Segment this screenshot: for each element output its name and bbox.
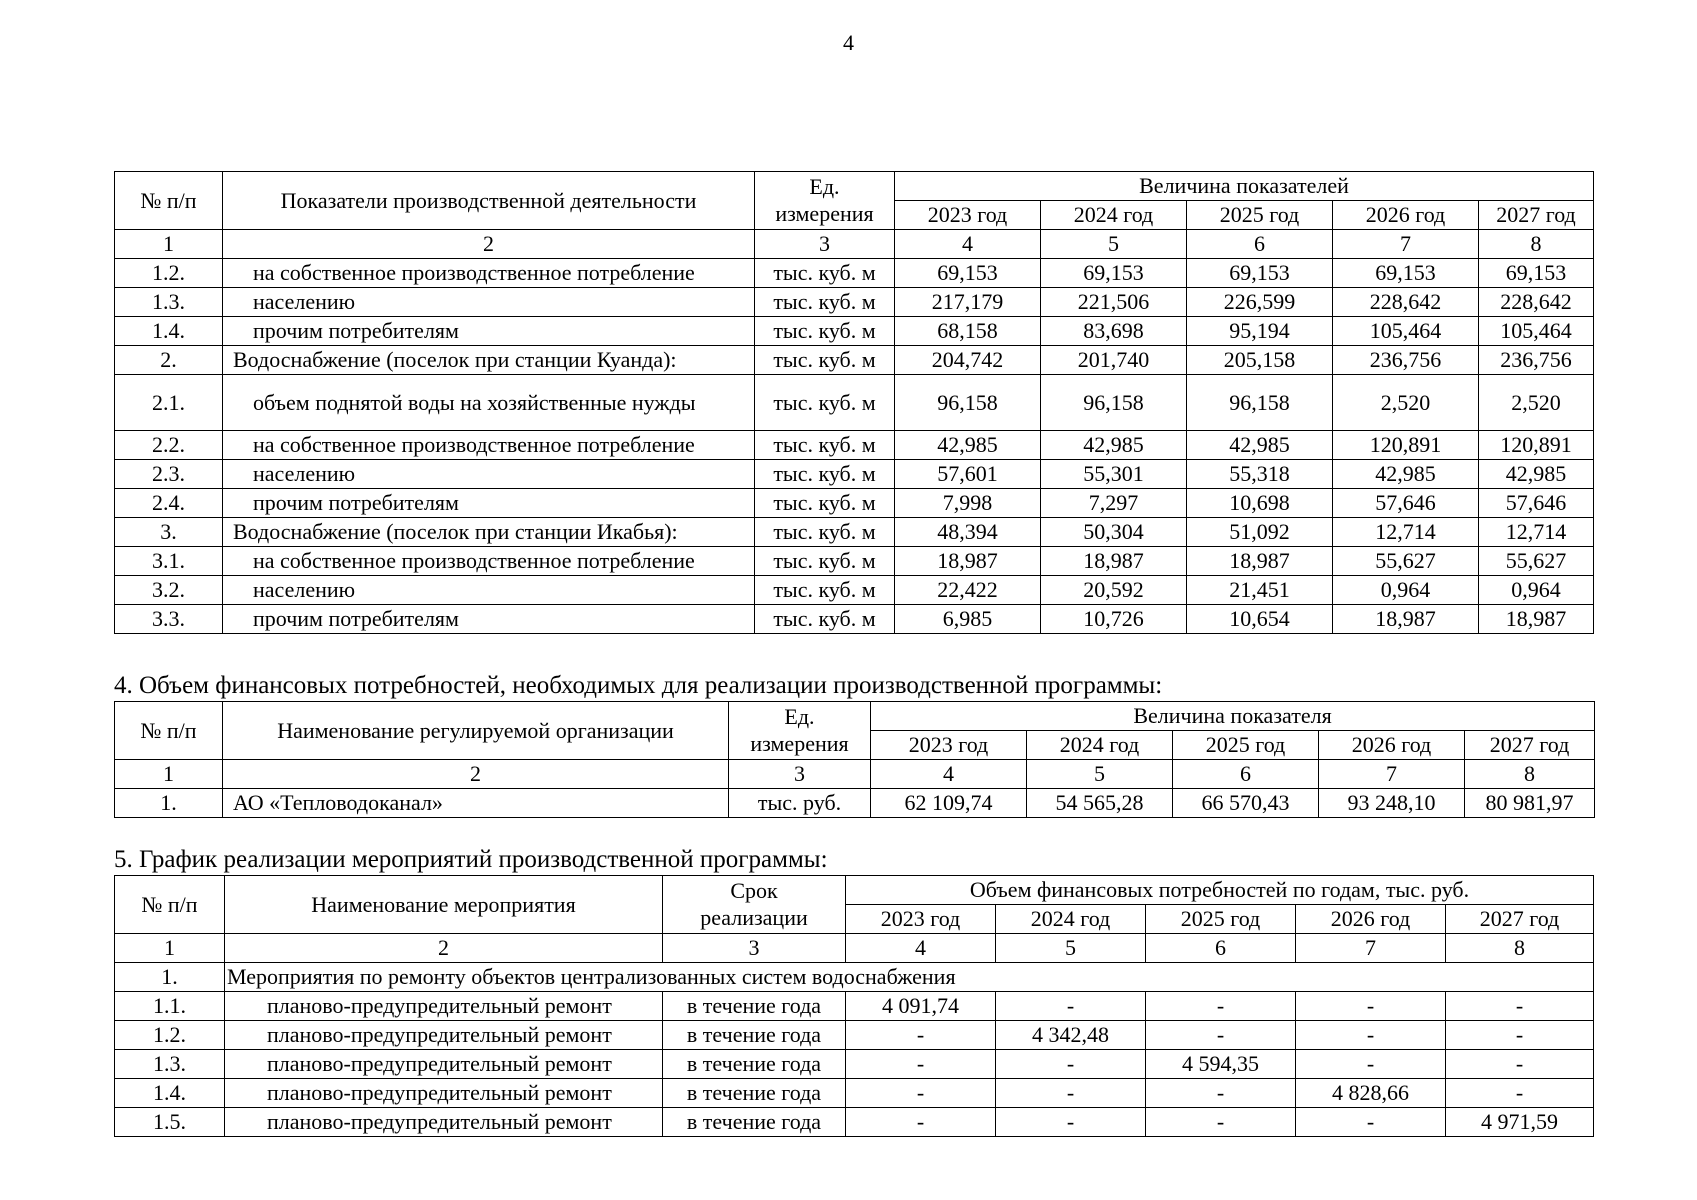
row-indicator: прочим потребителям [223,605,755,634]
row-value: - [996,1108,1146,1137]
header-year: 2024 год [996,905,1146,934]
row-value: 69,153 [1041,259,1187,288]
column-index: 2 [223,230,755,259]
row-value: 20,592 [1041,576,1187,605]
table-row [115,518,1594,547]
row-value: 4 828,66 [1296,1079,1446,1108]
column-index: 6 [1146,934,1296,963]
row-activity: планово-предупредительный ремонт [225,1050,663,1079]
row-value: 93 248,10 [1319,789,1465,818]
row-value: - [846,1021,996,1050]
row-num: 3. [115,518,223,547]
row-value: 18,987 [1187,547,1333,576]
row-num: 2.2. [115,431,223,460]
row-unit: тыс. куб. м [755,317,895,346]
column-index: 1 [115,934,225,963]
row-indicator: населению [223,576,755,605]
row-value: 96,158 [895,375,1041,431]
row-value: 48,394 [895,518,1041,547]
row-value: 55,627 [1479,547,1594,576]
row-value: 50,304 [1041,518,1187,547]
header-unit-line1: Ед. [809,174,840,199]
row-indicator: на собственное производственное потребление [223,547,755,576]
row-value: 10,654 [1187,605,1333,634]
row-num: 1. [115,789,223,818]
column-index: 2 [225,934,663,963]
row-unit: тыс. куб. м [755,605,895,634]
header-unit-line1: Ед. [784,704,815,729]
header-year: 2025 год [1187,201,1333,230]
row-indicator: на собственное производственное потребление [223,431,755,460]
row-value: 42,985 [1187,431,1333,460]
column-index: 3 [729,760,871,789]
row-value: 7,297 [1041,489,1187,518]
row-value: 10,726 [1041,605,1187,634]
row-value: 201,740 [1041,346,1187,375]
row-value: 57,646 [1479,489,1594,518]
row-value: - [846,1050,996,1079]
header-num: № п/п [115,172,223,230]
table-row [115,346,1594,375]
row-value: 22,422 [895,576,1041,605]
row-value: 54 565,28 [1027,789,1173,818]
row-value: - [1146,1079,1296,1108]
row-value: 69,153 [1187,259,1333,288]
row-value: - [846,1079,996,1108]
row-num: 1.3. [115,288,223,317]
row-num: 1.4. [115,317,223,346]
row-value: - [1446,1079,1594,1108]
column-index: 8 [1446,934,1594,963]
row-value: - [996,1050,1146,1079]
row-indicator: населению [223,460,755,489]
row-num: 3.1. [115,547,223,576]
header-year: 2023 год [871,731,1027,760]
row-value: 18,987 [1333,605,1479,634]
row-unit: тыс. куб. м [755,489,895,518]
row-value: 96,158 [1187,375,1333,431]
row-unit: тыс. куб. м [755,288,895,317]
column-index: 8 [1479,230,1594,259]
column-index: 3 [755,230,895,259]
row-unit: тыс. куб. м [755,375,895,431]
column-index: 6 [1187,230,1333,259]
row-value: - [1146,992,1296,1021]
header-year: 2025 год [1173,731,1319,760]
activities-schedule-table [114,875,1594,1137]
row-value: 12,714 [1479,518,1594,547]
header-term-line1: Срок [730,878,778,903]
row-value: 4 342,48 [996,1021,1146,1050]
row-value: - [1146,1108,1296,1137]
page-number: 4 [843,30,854,55]
row-value: 55,627 [1333,547,1479,576]
row-value: 51,092 [1187,518,1333,547]
row-indicator: населению [223,288,755,317]
column-index: 4 [846,934,996,963]
row-num: 1. [115,963,225,992]
header-year: 2023 год [895,201,1041,230]
table-row [115,317,1594,346]
header-year: 2027 год [1465,731,1595,760]
table-row [115,992,1594,1021]
header-unit-line2: измерения [750,731,849,756]
row-num: 1.1. [115,992,225,1021]
header-year: 2025 год [1146,905,1296,934]
row-num: 1.2. [115,259,223,288]
header-num: № п/п [115,702,223,760]
row-num: 2.1. [115,375,223,431]
table-row [115,547,1594,576]
header-year: 2026 год [1333,201,1479,230]
row-value: - [1146,1021,1296,1050]
row-value: 21,451 [1187,576,1333,605]
table-row [115,789,1595,818]
column-index: 3 [663,934,846,963]
row-value: 120,891 [1333,431,1479,460]
row-value: - [1296,1050,1446,1079]
table-row [115,605,1594,634]
row-value: 4 091,74 [846,992,996,1021]
row-indicator: прочим потребителям [223,317,755,346]
row-value: 57,646 [1333,489,1479,518]
column-index: 7 [1319,760,1465,789]
row-value: 105,464 [1479,317,1594,346]
row-value: 236,756 [1479,346,1594,375]
row-value: 226,599 [1187,288,1333,317]
row-num: 1.2. [115,1021,225,1050]
header-year: 2026 год [1296,905,1446,934]
row-value: - [1446,992,1594,1021]
row-indicator: на собственное производственное потребление [223,259,755,288]
row-value: 18,987 [1041,547,1187,576]
row-term: в течение года [663,992,846,1021]
row-value: 42,985 [1041,431,1187,460]
header-indicator: Показатели производственной деятельности [223,172,755,230]
row-value: - [996,992,1146,1021]
column-index: 7 [1333,230,1479,259]
row-value: 12,714 [1333,518,1479,547]
row-term: в течение года [663,1079,846,1108]
header-year: 2023 год [846,905,996,934]
row-num: 2.3. [115,460,223,489]
row-num: 2.4. [115,489,223,518]
column-index: 6 [1173,760,1319,789]
row-value: 228,642 [1479,288,1594,317]
row-value: 96,158 [1041,375,1187,431]
row-value: 69,153 [1479,259,1594,288]
row-value: 0,964 [1479,576,1594,605]
row-value: 55,318 [1187,460,1333,489]
header-unit [755,172,895,230]
column-index: 5 [1041,230,1187,259]
header-term [663,876,846,934]
header-year: 2027 год [1446,905,1594,934]
table-row [115,460,1594,489]
column-index: 7 [1296,934,1446,963]
row-value: 4 971,59 [1446,1108,1594,1137]
row-term: в течение года [663,1021,846,1050]
row-num: 3.2. [115,576,223,605]
row-unit: тыс. куб. м [755,547,895,576]
column-index: 4 [871,760,1027,789]
header-unit [729,702,871,760]
row-organization: АО «Тепловодоканал» [223,789,729,818]
row-value: 69,153 [895,259,1041,288]
table-header-row [115,876,1594,905]
row-activity: планово-предупредительный ремонт [225,1108,663,1137]
row-activity: планово-предупредительный ремонт [225,1079,663,1108]
column-index: 4 [895,230,1041,259]
row-value: - [1446,1021,1594,1050]
row-value: - [1296,992,1446,1021]
header-term-line2: реализации [700,905,808,930]
row-value: 4 594,35 [1146,1050,1296,1079]
financial-needs-table [114,701,1595,818]
column-index-row [115,760,1595,789]
table-header-row [115,172,1594,201]
row-value: 204,742 [895,346,1041,375]
header-values: Величина показателя [871,702,1595,731]
row-value: 62 109,74 [871,789,1027,818]
header-year: 2027 год [1479,201,1594,230]
table-row [115,489,1594,518]
row-value: 66 570,43 [1173,789,1319,818]
header-year: 2024 год [1027,731,1173,760]
row-num: 2. [115,346,223,375]
row-value: 221,506 [1041,288,1187,317]
row-value: 2,520 [1333,375,1479,431]
row-num: 3.3. [115,605,223,634]
column-index-row [115,230,1594,259]
row-value: 105,464 [1333,317,1479,346]
row-num: 1.3. [115,1050,225,1079]
row-unit: тыс. куб. м [755,460,895,489]
column-index: 5 [996,934,1146,963]
row-indicator: Водоснабжение (поселок при станции Куанда): [223,346,755,375]
row-unit: тыс. куб. м [755,576,895,605]
row-value: - [846,1108,996,1137]
row-value: 10,698 [1187,489,1333,518]
row-activity: планово-предупредительный ремонт [225,992,663,1021]
row-value: 236,756 [1333,346,1479,375]
row-activity: планово-предупредительный ремонт [225,1021,663,1050]
table-row [115,1021,1594,1050]
table-row [115,576,1594,605]
row-value: - [1446,1050,1594,1079]
table-row [115,288,1594,317]
row-value: 18,987 [895,547,1041,576]
table-row [115,375,1594,431]
row-indicator: объем поднятой воды на хозяйственные нужды [223,375,755,431]
row-value: 205,158 [1187,346,1333,375]
group-title: Мероприятия по ремонту объектов централизованных систем водоснабжения [225,963,1594,992]
row-value: - [996,1079,1146,1108]
group-row [115,963,1594,992]
header-values: Объем финансовых потребностей по годам, тыс. руб. [846,876,1594,905]
header-values: Величина показателей [895,172,1594,201]
row-indicator: Водоснабжение (поселок при станции Икабья): [223,518,755,547]
table-row [115,431,1594,460]
column-index: 8 [1465,760,1595,789]
column-index: 1 [115,230,223,259]
row-term: в течение года [663,1108,846,1137]
table-row [115,1050,1594,1079]
column-index-row [115,934,1594,963]
row-value: - [1296,1108,1446,1137]
header-year: 2024 год [1041,201,1187,230]
row-value: 95,194 [1187,317,1333,346]
column-index: 1 [115,760,223,789]
row-value: 69,153 [1333,259,1479,288]
row-num: 1.4. [115,1079,225,1108]
row-value: 228,642 [1333,288,1479,317]
table-row [115,259,1594,288]
header-year: 2026 год [1319,731,1465,760]
row-value: 2,520 [1479,375,1594,431]
row-value: 0,964 [1333,576,1479,605]
row-unit: тыс. руб. [729,789,871,818]
row-indicator: прочим потребителям [223,489,755,518]
row-value: 57,601 [895,460,1041,489]
section-5-title: 5. График реализации мероприятий производственной программы: [114,846,828,873]
row-value: 18,987 [1479,605,1594,634]
row-unit: тыс. куб. м [755,518,895,547]
row-value: 42,985 [895,431,1041,460]
row-value: - [1296,1021,1446,1050]
row-value: 42,985 [1333,460,1479,489]
row-value: 83,698 [1041,317,1187,346]
row-unit: тыс. куб. м [755,431,895,460]
column-index: 2 [223,760,729,789]
header-organization: Наименование регулируемой организации [223,702,729,760]
section-4-title: 4. Объем финансовых потребностей, необходимых для реализации производственной программы: [114,672,1163,699]
row-unit: тыс. куб. м [755,259,895,288]
row-term: в течение года [663,1050,846,1079]
row-num: 1.5. [115,1108,225,1137]
header-activity: Наименование мероприятия [225,876,663,934]
column-index: 5 [1027,760,1173,789]
header-unit-line2: измерения [775,201,874,226]
row-value: 7,998 [895,489,1041,518]
row-unit: тыс. куб. м [755,346,895,375]
table-row [115,1108,1594,1137]
table-header-row [115,702,1595,731]
row-value: 55,301 [1041,460,1187,489]
production-indicators-table [114,171,1594,634]
row-value: 68,158 [895,317,1041,346]
table-row [115,1079,1594,1108]
row-value: 80 981,97 [1465,789,1595,818]
row-value: 120,891 [1479,431,1594,460]
row-value: 217,179 [895,288,1041,317]
header-num: № п/п [115,876,225,934]
row-value: 6,985 [895,605,1041,634]
row-value: 42,985 [1479,460,1594,489]
